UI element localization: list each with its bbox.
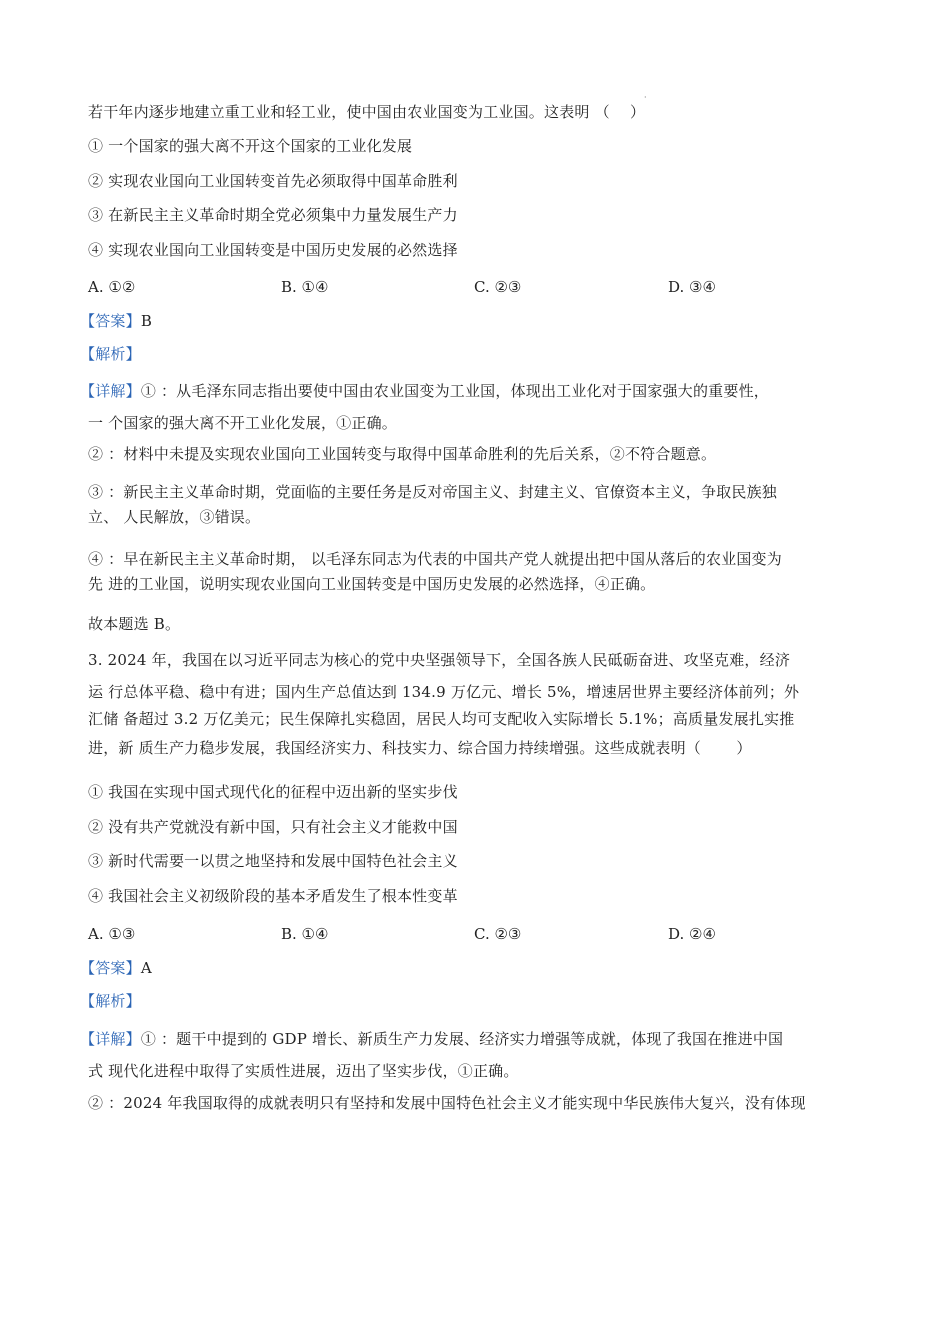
q3-analysis-heading: [80, 991, 141, 1011]
q3-option-a: A. ①③: [88, 925, 136, 943]
q2-detail-1: [80, 381, 769, 401]
q2-conclusion: 故本题选 B。: [88, 615, 181, 633]
q2-analysis-heading: [80, 344, 141, 364]
answer-tag: 【答案】: [80, 312, 141, 330]
q2-detail-4: ③ ：新民主主义革命时期，党面临的主要任务是反对帝国主义、封建主义、官僚资本主义，争取民族独: [88, 483, 777, 501]
q3-stem-2: 运 行总体平稳、稳中有进；国内生产总值达到 134.9 万亿元、增长 5%，增速居世界主要经济体前列；外: [88, 683, 800, 701]
q3-detail-2: 式 现代化进程中取得了实质性进展，迈出了坚实步伐，①正确。: [88, 1062, 519, 1080]
q3-statement-1: ① 我国在实现中国式现代化的征程中迈出新的坚实步伐: [88, 783, 458, 801]
q2-detail-5: 立、 人民解放，③错误。: [88, 508, 261, 526]
q2-statement-4: ④ 实现农业国向工业国转变是中国历史发展的必然选择: [88, 241, 458, 259]
q2-detail-7: 先 进的工业国，说明实现农业国向工业国转变是中国历史发展的必然选择，④正确。: [88, 575, 656, 593]
q2-option-d: D. ③④: [668, 278, 716, 296]
q2-stem: 若干年内逐步地建立重工业和轻工业，使中国由农业国变为工业国。这表明 （ ）: [88, 103, 646, 121]
detail-tag: 【详解】: [80, 1030, 141, 1048]
q2-detail-2: 一 个国家的强大离不开工业化发展，①正确。: [88, 414, 397, 432]
q3-answer: [80, 958, 152, 978]
detail-tag: 【详解】: [80, 382, 141, 400]
analysis-tag: 【解析】: [80, 345, 141, 363]
answer-tag: 【答案】: [80, 959, 141, 977]
q2-detail-3: ② ：材料中未提及实现农业国向工业国转变与取得中国革命胜利的先后关系，②不符合题意。: [88, 445, 717, 463]
q3-statement-4: ④ 我国社会主义初级阶段的基本矛盾发生了根本性变革: [88, 887, 458, 905]
answer-value: B: [140, 312, 153, 330]
q3-option-d: D. ②④: [668, 925, 716, 943]
stray-mark: ·: [644, 93, 647, 102]
q2-statement-3: ③ 在新民主主义革命时期全党必须集中力量发展生产力: [88, 206, 458, 224]
q3-detail-3: ② ：2024 年我国取得的成就表明只有坚持和发展中国特色社会主义才能实现中华民族伟大复兴，没有体现: [88, 1094, 806, 1112]
q2-answer: [80, 311, 152, 331]
q3-stem-1: 3. 2024 年，我国在以习近平同志为核心的党中央坚强领导下，全国各族人民砥砺奋进、攻坚克难，经济: [88, 651, 791, 669]
q3-statement-3: ③ 新时代需要一以贯之地坚持和发展中国特色社会主义: [88, 852, 458, 870]
q2-option-b: B. ①④: [281, 278, 329, 296]
q3-detail-1: [80, 1029, 783, 1049]
answer-value: A: [140, 959, 152, 977]
q3-option-c: C. ②③: [474, 925, 522, 943]
q2-option-c: C. ②③: [474, 278, 522, 296]
q3-detail-text-1: ① ：题干中提到的 GDP 增长、新质生产力发展、经济实力增强等成就，体现了我国在推进中国: [140, 1030, 784, 1048]
q3-stem-4: 进，新 质生产力稳步发展，我国经济实力、科技实力、综合国力持续增强。这些成就表明（ ）: [88, 739, 752, 757]
q3-stem-3: 汇储 备超过 3.2 万亿美元；民生保障扎实稳固，居民人均可支配收入实际增长 5.1%；高质量发展扎实推: [88, 710, 795, 728]
q2-detail-text-1: ① ：从毛泽东同志指出要使中国由农业国变为工业国，体现出工业化对于国家强大的重要性，: [140, 382, 769, 400]
q3-statement-2: ② 没有共产党就没有新中国，只有社会主义才能救中国: [88, 818, 458, 836]
analysis-tag: 【解析】: [80, 992, 141, 1010]
q2-option-a: A. ①②: [88, 278, 136, 296]
q3-option-b: B. ①④: [281, 925, 329, 943]
q2-statement-1: ① 一个国家的强大离不开这个国家的工业化发展: [88, 137, 413, 155]
q2-detail-6: ④ ：早在新民主主义革命时期， 以毛泽东同志为代表的中国共产党人就提出把中国从落后的农业国变为: [88, 550, 782, 568]
q2-statement-2: ② 实现农业国向工业国转变首先必须取得中国革命胜利: [88, 172, 458, 190]
